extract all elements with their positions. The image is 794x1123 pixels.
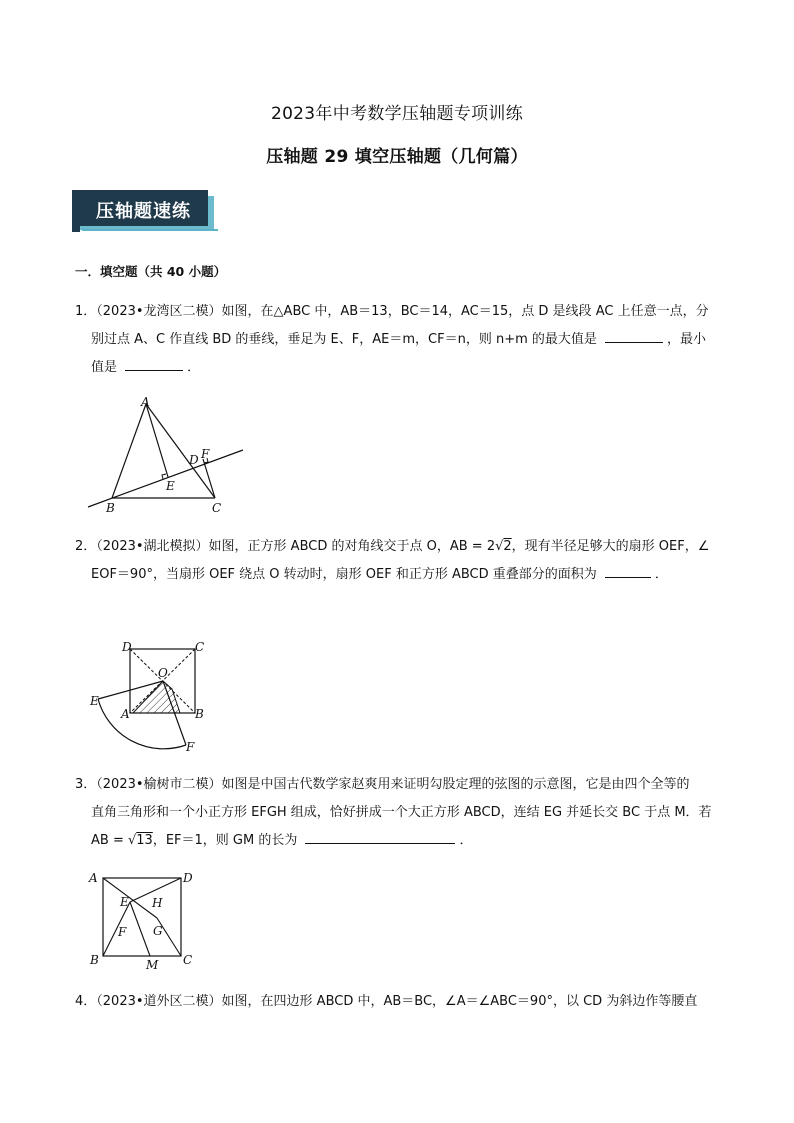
label-b: B (106, 501, 115, 515)
question-source: （2023•龙湾区二模） (96, 304, 222, 319)
question-text: ，EF＝1，则 GM 的长为 (152, 833, 298, 848)
label-e: E (120, 895, 129, 909)
section-heading: 一．填空题（共 40 小题） (75, 264, 227, 279)
label-m: M (146, 958, 159, 972)
question-2 (75, 533, 735, 589)
answer-blank[interactable] (605, 563, 651, 578)
label-o: O (158, 666, 168, 680)
label-f: F (118, 925, 127, 939)
question-text: ． (459, 833, 473, 848)
figure-zhao-shuang-diagram (86, 868, 204, 976)
label-d: D (183, 871, 193, 885)
question-3 (75, 771, 735, 855)
question-1 (75, 298, 735, 382)
question-text: ，现有半径足够大的扇形 OEF，∠ (511, 539, 710, 554)
sqrt-symbol: √ (127, 833, 137, 848)
label-e: E (166, 479, 175, 493)
label-g: G (153, 924, 163, 938)
label-a: A (89, 871, 98, 885)
document-subtitle: 压轴题 29 填空压轴题（几何篇） (266, 147, 528, 167)
document-title: 2023年中考数学压轴题专项训练 (270, 104, 524, 124)
question-text: 直角三角形和一个小正方形 EFGH 组成，恰好拼成一个大正方形 ABCD，连结 EG 并延长交 BC 于点 M．若 (91, 805, 712, 820)
badge-label: 压轴题速练 (96, 201, 191, 222)
label-e: E (90, 694, 99, 708)
question-text: AB = (91, 833, 128, 848)
figure-triangle-abc (80, 392, 255, 520)
question-number: 2． (75, 539, 97, 554)
answer-blank[interactable] (305, 829, 455, 844)
question-text: EOF＝90°，当扇形 OEF 绕点 O 转动时，扇形 OEF 和正方形 ABCD 重叠部分的面积为 (91, 567, 597, 582)
label-b: B (90, 953, 99, 967)
question-text: 如图，在△ABC 中，AB＝13，BC＝14，AC＝15，点 D 是线段 AC 上任意一点，分 (221, 304, 709, 319)
label-f: F (201, 447, 210, 461)
label-c: C (183, 953, 193, 967)
question-number: 4． (75, 994, 97, 1009)
label-f: F (186, 740, 195, 754)
question-text: ，最小 (667, 332, 707, 347)
label-h: H (152, 896, 163, 910)
sqrt-symbol: √ (495, 539, 504, 554)
label-b: B (195, 707, 204, 721)
radicand: 2 (503, 539, 512, 554)
question-text: ． (654, 567, 668, 582)
question-source: （2023•湖北模拟） (96, 539, 209, 554)
radicand: 13 (136, 833, 153, 848)
question-text: ． (187, 360, 201, 375)
figure-square-sector (82, 636, 222, 754)
question-source: （2023•道外区二模） (96, 994, 222, 1009)
question-4 (75, 988, 735, 1016)
label-d: D (189, 453, 199, 467)
label-c: C (212, 501, 222, 515)
question-text: 如图，在四边形 ABCD 中，AB＝BC，∠A＝∠ABC＝90°，以 CD 为斜边作等腰直 (221, 994, 698, 1009)
question-number: 3． (75, 777, 97, 792)
answer-blank[interactable] (125, 356, 183, 371)
question-source: （2023•榆树市二模） (96, 777, 222, 792)
question-number: 1． (75, 304, 97, 319)
label-c: C (195, 640, 205, 654)
label-a: A (141, 395, 150, 409)
question-text: 如图是中国古代数学家赵爽用来证明勾股定理的弦图的示意图，它是由四个全等的 (221, 777, 690, 792)
answer-blank[interactable] (605, 328, 663, 343)
question-text: 别过点 A、C 作直线 BD 的垂线，垂足为 E、F，AE＝m，CF＝n，则 n+m 的最大值是 (91, 332, 597, 347)
label-d: D (122, 640, 132, 654)
label-a: A (121, 707, 130, 721)
question-text: 如图，正方形 ABCD 的对角线交于点 O，AB = 2 (208, 539, 496, 554)
question-text: 值是 (91, 360, 118, 375)
